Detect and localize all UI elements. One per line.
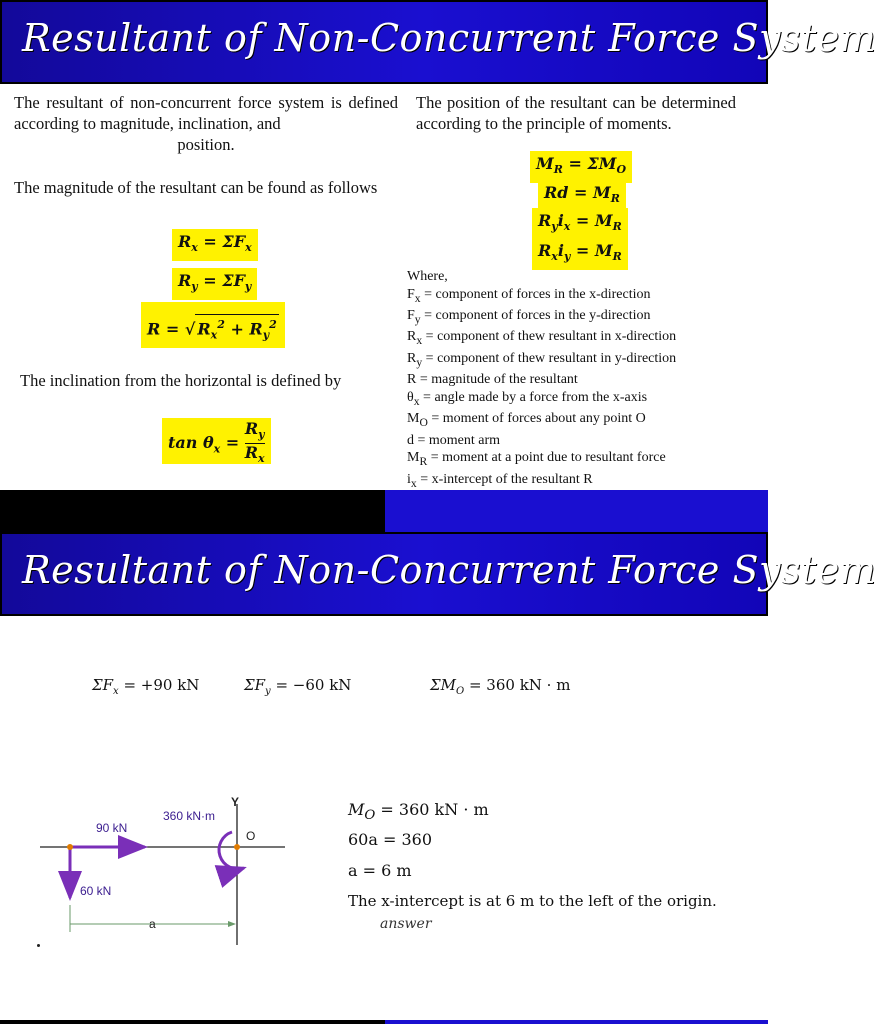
force-y-label: 60 kN bbox=[80, 884, 112, 898]
eq-rx: $R_x = \Sigma F_x$ bbox=[172, 229, 258, 261]
intro-text-last: position. bbox=[177, 135, 235, 154]
answer-label: answer bbox=[380, 916, 432, 932]
def-r: R = magnitude of the resultant bbox=[407, 372, 578, 388]
eq-ry-ix: $R_yi_x = M_R$ bbox=[532, 208, 628, 240]
def-mr: $M_R$ = moment at a point due to resultant force bbox=[407, 450, 666, 468]
def-rx: $R_x$ = component of thew resultant in x-direction bbox=[407, 329, 677, 348]
slide2-title: Resultant of Non-Concurrent Force System bbox=[22, 548, 876, 592]
origin-label: O bbox=[246, 829, 256, 843]
solution-conclusion: The x-intercept is at 6 m to the left of the origin. bbox=[348, 892, 717, 910]
force-diagram bbox=[0, 780, 320, 960]
slide-divider-accent bbox=[385, 490, 768, 532]
eq-rx-iy: $R_xi_y = M_R$ bbox=[532, 238, 628, 270]
stray-dot bbox=[37, 944, 40, 947]
solution-line1: $M_O = 360$ kN · m bbox=[348, 800, 489, 824]
def-theta: $\theta_x$ = angle made by a force from the x-axis bbox=[407, 389, 648, 408]
eq-tan-theta: $\tan \theta_x$ = $\frac{R_y}{R_x}$ bbox=[162, 418, 271, 464]
def-d: d = moment arm bbox=[407, 432, 501, 448]
dim-label: a bbox=[149, 917, 156, 931]
eq-mr: $M_R = \Sigma M_O$ bbox=[530, 151, 632, 183]
sum-mo: $\Sigma M_O = 360$ kN · m bbox=[430, 676, 571, 697]
eq-r-magnitude: R = √ $R_x^2 + R_y^2$ bbox=[141, 302, 285, 348]
magnitude-text: The magnitude of the resultant can be found as follows bbox=[14, 178, 378, 197]
slide1-banner bbox=[0, 0, 876, 84]
inclination-text: The inclination from the horizontal is defined by bbox=[20, 371, 342, 390]
moment-arc bbox=[219, 832, 244, 869]
solution-line3: a = 6 m bbox=[348, 861, 412, 880]
def-mo: $M_O$ = moment of forces about any point O bbox=[407, 411, 646, 429]
origin-point bbox=[234, 844, 240, 850]
bottom-rule-accent bbox=[385, 1020, 768, 1024]
eq-ry: $R_y = \Sigma F_y$ bbox=[172, 268, 257, 300]
def-ix: $i_x$ = x-intercept of the resultant R bbox=[407, 471, 593, 490]
solution-line2: 60a = 360 bbox=[348, 830, 433, 849]
def-fy: $F_y$ = component of forces in the y-direction bbox=[407, 307, 651, 326]
sum-fx: $\Sigma F_x = +90$ kN bbox=[92, 676, 200, 697]
definitions-list bbox=[407, 268, 676, 513]
slide2-banner bbox=[0, 532, 876, 616]
force-point bbox=[67, 844, 73, 850]
y-axis-label: Y bbox=[231, 795, 240, 809]
force-x-label: 90 kN bbox=[96, 821, 128, 835]
sum-fy: $\Sigma F_y = -60$ kN bbox=[244, 676, 352, 697]
eq-rd: $Rd = M_R$ bbox=[538, 180, 626, 212]
moment-label: 360 kN·m bbox=[163, 809, 216, 823]
where-title: Where, bbox=[407, 269, 448, 284]
def-ry: $R_y$ = component of thew resultant in y-direction bbox=[407, 350, 677, 369]
slide1-title: Resultant of Non-Concurrent Force System bbox=[22, 16, 876, 60]
def-fx: $F_x$ = component of forces in the x-direction bbox=[407, 286, 651, 305]
position-text: The position of the resultant can be determined according to the principle of moments. bbox=[416, 93, 736, 133]
intro-text: The resultant of non-concurrent force system is defined according to magnitude, inclination, and bbox=[14, 93, 398, 133]
